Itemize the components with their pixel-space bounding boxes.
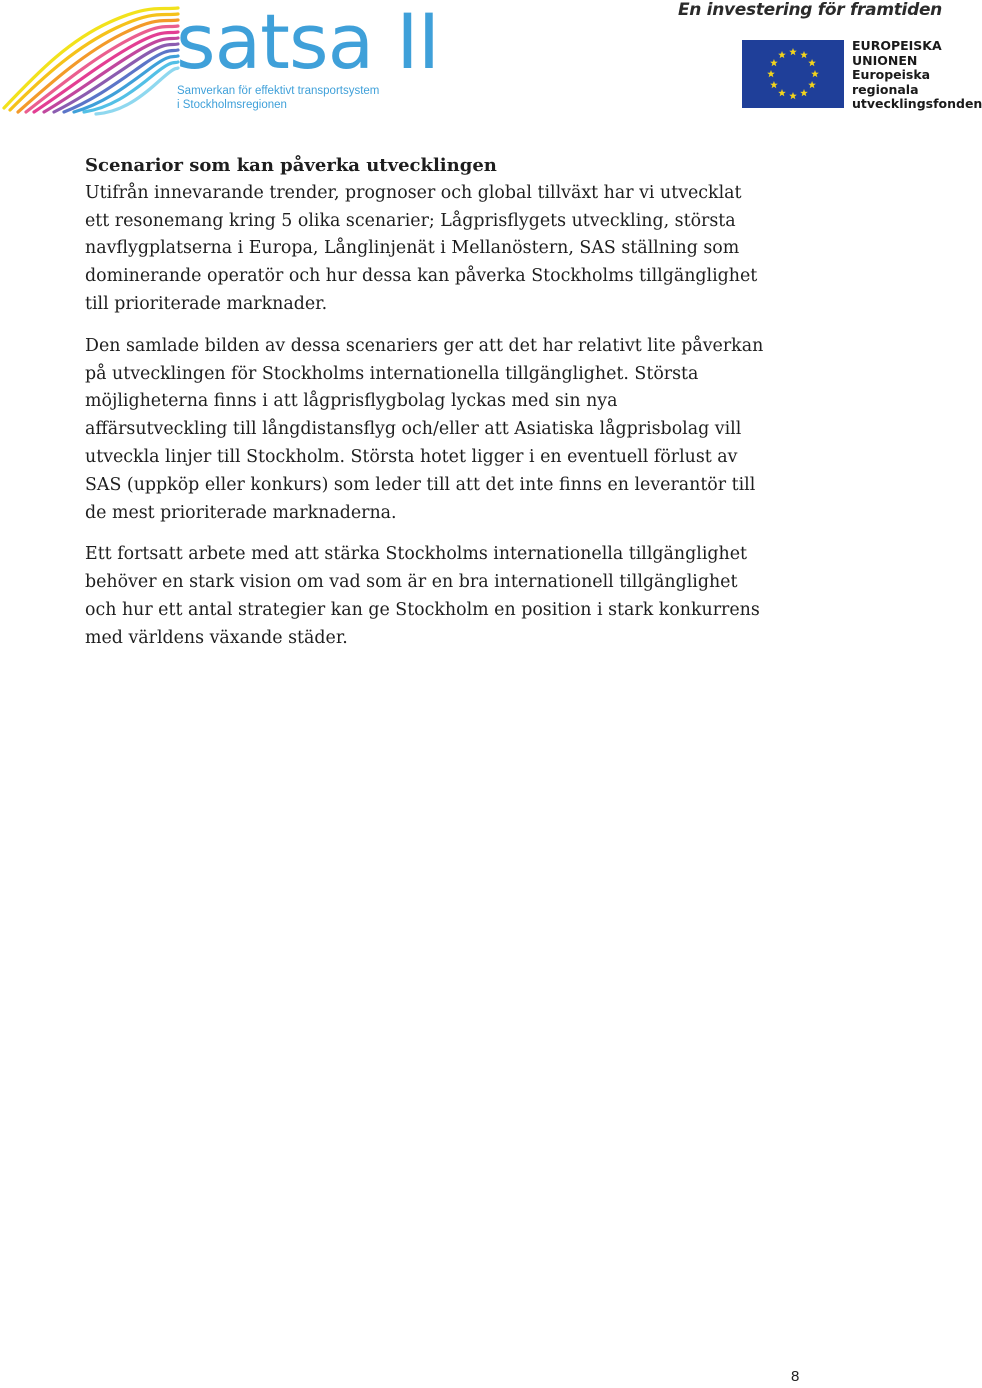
document-body: [85, 152, 805, 667]
paragraph-line: på utvecklingen för Stockholms internationella tillgänglighet. Största: [85, 363, 699, 384]
paragraph-line: utveckla linjer till Stockholm. Största hotet ligger i en eventuell förlust av: [85, 446, 738, 467]
satsa-tagline-line-2: i Stockholmsregionen: [177, 99, 287, 111]
paragraph-line: och hur ett antal strategier kan ge Stockholm en position i stark konkurrens: [85, 599, 760, 620]
eu-org-line-1: EUROPEISKA: [852, 38, 942, 53]
paragraph-line: affärsutveckling till långdistansflyg och/eller att Asiatiska lågprisbolag vill: [85, 419, 742, 440]
section-heading: Scenarior som kan påverka utvecklingen: [85, 155, 497, 176]
satsa-tagline: [177, 84, 379, 112]
paragraph-line: de mest prioriterade marknaderna.: [85, 502, 397, 523]
paragraph-line: med världens växande städer.: [85, 627, 348, 648]
eu-org-line-5: utvecklingsfonden: [852, 96, 982, 111]
satsa-wordmark: satsa II: [176, 0, 440, 86]
eu-slogan: En investering för framtiden: [677, 0, 942, 20]
page-number: 8: [791, 1368, 800, 1385]
paragraph-line: till prioriterade marknader.: [85, 293, 328, 314]
paragraph-line: navflygplatserna i Europa, Långlinjenät i Mellanöstern, SAS ställning som: [85, 238, 740, 259]
paragraph-3: [85, 541, 805, 652]
eu-org-line-4: regionala: [852, 81, 919, 97]
paragraph-line: Ett fortsatt arbete med att stärka Stockholms internationella tillgänglighet: [85, 544, 747, 565]
paragraph-line: behöver en stark vision om vad som är en bra internationell tillgänglighet: [85, 572, 738, 593]
satsa-tagline-line-1: Samverkan för effektivt transportsystem: [177, 85, 380, 97]
satsa-logo: [0, 0, 460, 118]
paragraph-2: [85, 333, 805, 528]
paragraph-line: Utifrån innevarande trender, prognoser och global tillväxt har vi utvecklat: [85, 182, 742, 203]
paragraph-line: dominerande operatör och hur dessa kan påverka Stockholms tillgänglighet: [85, 266, 758, 287]
satsa-stripes-graphic: [0, 0, 180, 118]
eu-org-line-2: UNIONEN: [852, 52, 918, 68]
paragraph-line: ett resonemang kring 5 olika scenarier; Lågprisflygets utveckling, största: [85, 210, 736, 231]
eu-flag-icon: [742, 40, 844, 108]
paragraph-line: Den samlade bilden av dessa scenariers ger att det har relativt lite påverkan: [85, 335, 764, 356]
eu-org-name: [852, 39, 982, 112]
paragraph-line: möjligheterna finns i att lågprisflygbolag lyckas med sin nya: [85, 391, 618, 412]
eu-org-line-3: Europeiska: [852, 67, 931, 82]
paragraph-line: SAS (uppköp eller konkurs) som leder till att det inte finns en leverantör till: [85, 474, 756, 495]
paragraph-1: [85, 180, 805, 319]
